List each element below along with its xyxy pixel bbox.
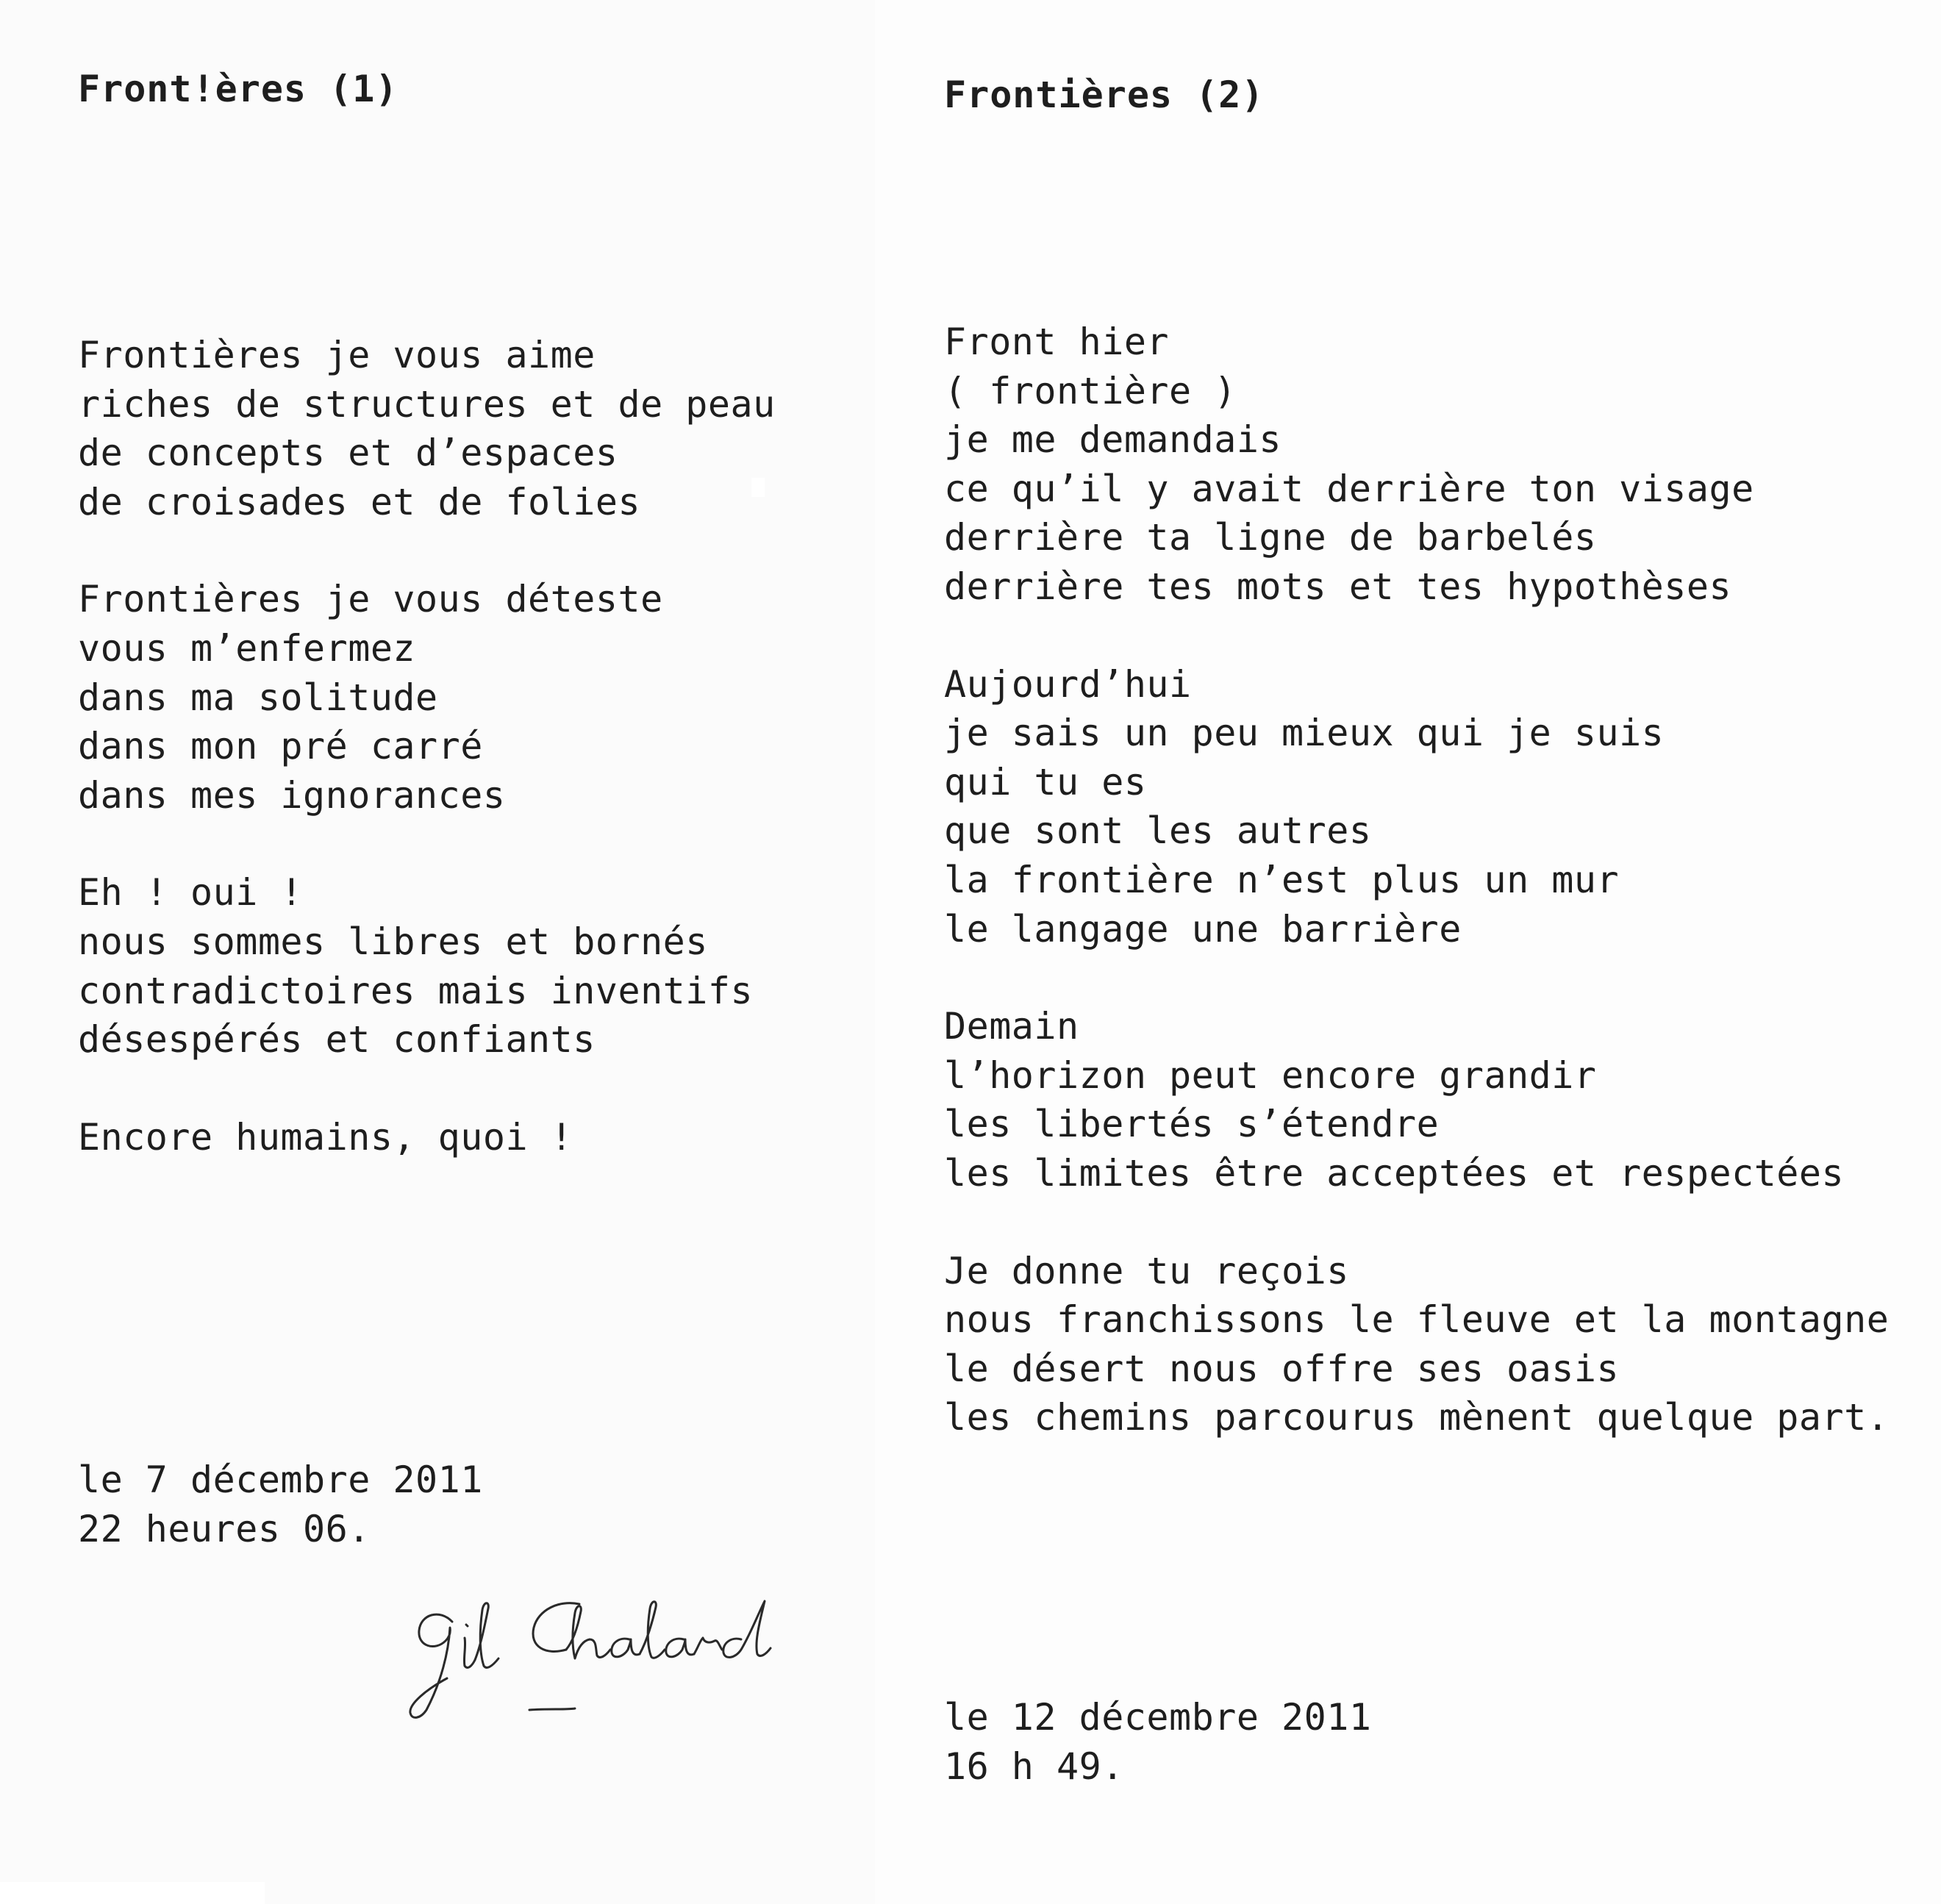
- right-poem-title: Frontières (2): [944, 74, 1265, 116]
- left-stanza: [78, 575, 776, 820]
- poem-line: Demain: [944, 1005, 1079, 1048]
- poem-line: vous m’enfermez: [78, 626, 416, 670]
- left-date: le 7 décembre 2011: [78, 1459, 483, 1501]
- left-dateline: [78, 1456, 483, 1553]
- right-poem-body: [944, 318, 1889, 1491]
- poem-line: l’horizon peut encore grandir: [944, 1053, 1597, 1097]
- poem-line: les chemins parcourus mènent quelque part.: [944, 1396, 1890, 1439]
- poem-line: que sont les autres: [944, 809, 1372, 853]
- poem-line: dans mon pré carré: [78, 725, 483, 768]
- left-poem-body: [78, 331, 776, 1210]
- right-stanza: [944, 1002, 1889, 1198]
- poem-line: Encore humains, quoi !: [78, 1115, 573, 1159]
- poem-line: Eh ! oui !: [78, 871, 304, 915]
- poem-line: de concepts et d’espaces: [78, 432, 618, 475]
- poem-line: le langage une barrière: [944, 907, 1462, 951]
- poem-line: derrière tes mots et tes hypothèses: [944, 565, 1732, 608]
- poem-line: de croisades et de folies: [78, 480, 641, 523]
- poem-line: les libertés s’étendre: [944, 1103, 1440, 1146]
- poem-line: riches de structures et de peau: [78, 382, 776, 426]
- poem-line: Frontières je vous aime: [78, 334, 596, 376]
- poem-line: je sais un peu mieux qui je suis: [944, 712, 1665, 755]
- right-stanza: [944, 660, 1889, 954]
- left-poem-title: Front!ères (1): [78, 68, 398, 110]
- poem-line: Aujourd’hui: [944, 662, 1192, 706]
- left-stanza: [78, 868, 776, 1064]
- left-stanza: [78, 1113, 776, 1162]
- poem-line: je me demandais: [944, 418, 1282, 462]
- right-poem-page: [875, 0, 1941, 1904]
- right-time: 16 h 49.: [944, 1744, 1124, 1788]
- poem-line: nous sommes libres et bornés: [78, 920, 708, 963]
- poem-line: la frontière n’est plus un mur: [944, 858, 1620, 901]
- right-stanza: [944, 1247, 1889, 1442]
- poem-line: Frontières je vous déteste: [78, 578, 663, 621]
- poem-line: contradictoires mais inventifs: [78, 969, 754, 1012]
- poem-line: dans ma solitude: [78, 676, 438, 719]
- poem-line: nous franchissons le fleuve et la montagne: [944, 1298, 1890, 1342]
- poem-line: ( frontière ): [944, 369, 1237, 412]
- handwritten-signature: [382, 1579, 853, 1726]
- paper-speck: [751, 478, 765, 497]
- poem-line: derrière ta ligne de barbelés: [944, 516, 1597, 559]
- poem-line: Je donne tu reçois: [944, 1249, 1349, 1292]
- left-poem-page: [0, 0, 875, 1904]
- left-time: 22 heures 06.: [78, 1507, 371, 1550]
- left-stanza: [78, 331, 776, 526]
- poem-line: ce qu’il y avait derrière ton visage: [944, 467, 1754, 510]
- poem-line: désespérés et confiants: [78, 1018, 596, 1062]
- scan-edge-strip: [0, 1882, 265, 1904]
- poem-line: les limites être acceptées et respectées: [944, 1151, 1845, 1195]
- poem-line: qui tu es: [944, 760, 1147, 804]
- poem-line: Front hier: [944, 321, 1170, 363]
- poem-line: le désert nous offre ses oasis: [944, 1347, 1620, 1390]
- right-stanza: [944, 318, 1889, 612]
- right-dateline: [944, 1693, 1371, 1791]
- right-date: le 12 décembre 2011: [944, 1696, 1372, 1739]
- poem-line: dans mes ignorances: [78, 773, 506, 817]
